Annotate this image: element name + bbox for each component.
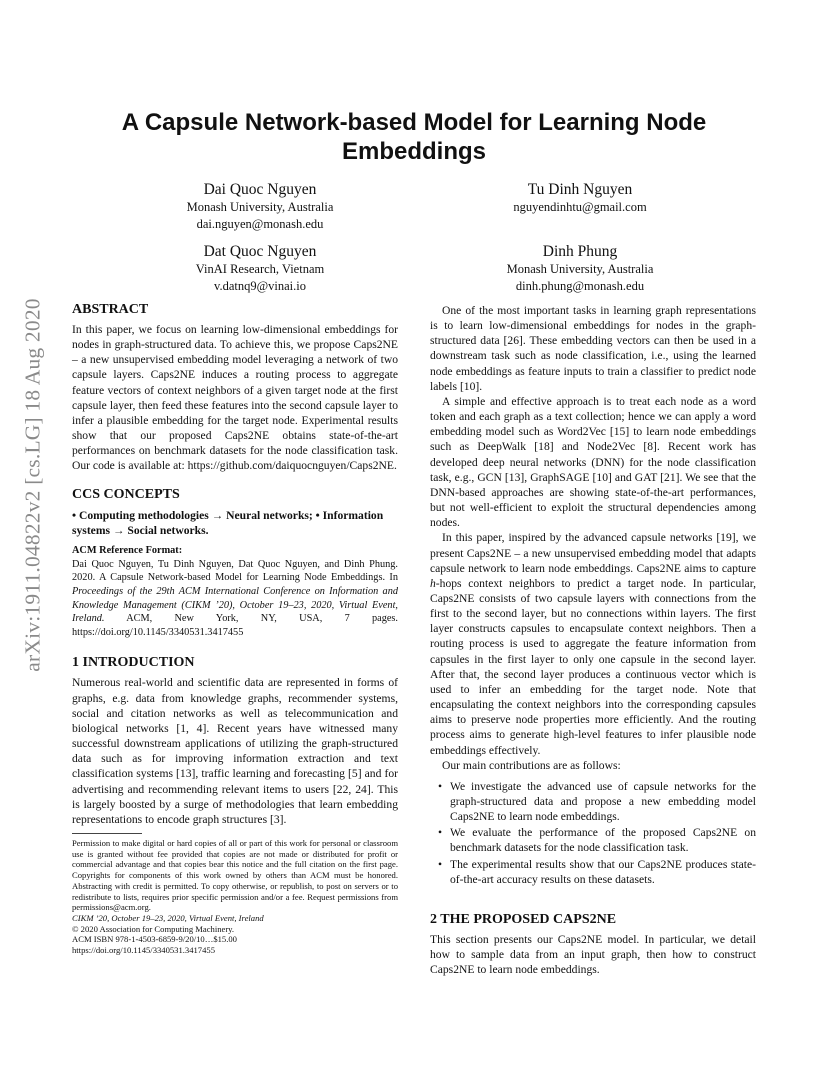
- p3-part-b: -hops context neighbors to predict a target node. In particular, Caps2NE consists of two capsule layers with connections from the first to the second layer, but no connections within layers. The first layer constructs capsules to encapsulate context neighbors. Then a routing process is used to aggregate the feature information from capsules in the first layer to only one capsule in the second layer. After that, the second layer produces a continuous vector which is used to infer an embedding for the target node. Note that encapsulating the context neighbors into the corresponding capsules aims to preserve node properties more efficiently. And the routing process aims to generate high-level features to infer plausible node embeddings effectively.: [430, 576, 756, 757]
- author-name: Dat Quoc Nguyen: [203, 243, 317, 260]
- author-name: Tu Dinh Nguyen: [527, 181, 633, 198]
- permission-text: Permission to make digital or hard copies of all or part of this work for personal or classroom use is granted without fee provided that copies are not made or distributed for profit or commercial advantage and that copies bear this notice and the full citation on the first page. Copyrights for components of this work owned by others than ACM must be honored. Abstracting with credit is permitted. To copy otherwise, or republish, to post on servers or to redistribute to lists, requires prior specific permission and/or a fee. Request permissions from permissions@acm.org.: [72, 838, 398, 913]
- paper-title: [100, 108, 728, 166]
- acm-ref-text: [72, 558, 398, 640]
- list-item: [430, 825, 756, 855]
- ccs-text: • Computing methodologies → Neural networks; • Information systems → Social networks.: [72, 508, 384, 537]
- list-item-text: We investigate the advanced use of capsule networks for the graph-structured data and propose a new embedding model Caps2NE to learn node embeddings.: [450, 779, 756, 824]
- copyright-line: © 2020 Association for Computing Machinery.: [72, 923, 235, 934]
- abstract-text: In this paper, we focus on learning low-dimensional embeddings for nodes in graph-structured data. To achieve this, we propose Caps2NE – a new unsupervised embedding model leveraging a network of two capsule layers. Caps2NE induces a routing process to aggregate feature vectors of context neighbors of a given target node at the first capsule layer, then feed these features into the second capsule layer to infer a plausible embedding for the target node. Experimental results show that our proposed Caps2NE obtains state-of-the-art performances on benchmark datasets for the node classification task. Our code is available at: https://github.com/daiquocnguyen/Caps2NE.: [72, 323, 398, 473]
- title-line-2: Embeddings: [341, 138, 486, 165]
- section2-heading: 2 THE PROPOSED CAPS2NE: [430, 911, 617, 927]
- bullet-icon: •: [438, 826, 443, 840]
- right-paragraph-4: Our main contributions are as follows:: [442, 758, 621, 772]
- right-paragraph-3: [430, 530, 756, 757]
- list-item-text: The experimental results show that our Caps2NE produces state-of-the-art accuracy results on these datasets.: [450, 857, 756, 886]
- arxiv-stamp-text: arXiv:1911.04822v2 [cs.LG] 18 Aug 2020: [20, 298, 45, 672]
- author-affiliation: Monash University, Australia: [506, 262, 654, 276]
- isbn-line: ACM ISBN 978-1-4503-6859-9/20/10…$15.00: [72, 934, 237, 945]
- bullet-icon: •: [438, 857, 443, 871]
- bullet-icon: •: [438, 779, 443, 793]
- abstract-heading: ABSTRACT: [72, 302, 149, 317]
- intro-heading: 1 INTRODUCTION: [72, 655, 195, 671]
- list-item-text: We evaluate the performance of the proposed Caps2NE on benchmark datasets for the node classification task.: [450, 826, 756, 855]
- acm-ref-heading: ACM Reference Format:: [72, 544, 183, 556]
- author-name: Dai Quoc Nguyen: [203, 181, 317, 198]
- contribution-list: [430, 779, 756, 887]
- author-name: Dinh Phung: [542, 243, 618, 260]
- author-email: dinh.phung@monash.edu: [515, 279, 645, 293]
- acm-ref-venue: Proceedings of the 29th ACM International Conference on Information and Knowledge Management (CIKM ’20), October 19–23, 2020, Virtual Event, Ireland.: [72, 586, 398, 625]
- author-block-3: [130, 242, 390, 295]
- right-column: [430, 303, 756, 977]
- p3-part-a: In this paper, inspired by the advanced capsule networks [19], we present Caps2NE – a new unsupervised embedding model that adapts capsule network to learn node embeddings. Caps2NE aims to capture: [430, 531, 756, 575]
- author-block-1: [130, 180, 390, 233]
- author-email: dai.nguyen@monash.edu: [196, 217, 324, 231]
- intro-text: Numerous real-world and scientific data are represented in forms of graphs, e.g. data from knowledge graphs, recommender systems, social and citation networks as well as telecommunication and biological networks [1, 4]. Recent years have witnessed many successful downstream applications of utilizing the graph-structured data such as for improving information extraction and text classification systems [13], traffic learning and forecasting [5] and for advertising and recommending relevant items to users [22, 24]. This is largely boosted by a surge of methodologies that learn embedding representations to encode graph structures [3].: [72, 676, 398, 826]
- acm-ref-authors: Dai Quoc Nguyen, Tu Dinh Nguyen, Dat Quoc Nguyen, and Dinh Phung. 2020. A Capsule Network-based Model for Learning Node Embeddings. In: [72, 558, 398, 584]
- author-affiliation: Monash University, Australia: [186, 200, 334, 214]
- arxiv-stamp: [10, 290, 56, 680]
- section2-text: This section presents our Caps2NE model. In particular, we detail how to sample data from an input graph, then how to construct Caps2NE to learn node embeddings.: [430, 932, 756, 977]
- doi-line: https://doi.org/10.1145/3340531.3417455: [72, 945, 215, 956]
- footnote: [72, 838, 398, 956]
- conference-line: CIKM ’20, October 19–23, 2020, Virtual Event, Ireland: [72, 912, 264, 923]
- acm-ref-tail: ACM, New York, NY, USA, 7 pages. https://doi.org/10.1145/3340531.3417455: [72, 613, 398, 638]
- author-block-2: [450, 180, 710, 216]
- right-paragraph-1: One of the most important tasks in learning graph representations is to learn low-dimensional embeddings for nodes in the graph-structured data [26]. These embedding vectors can then be used in a downstream task such as node classification, i.e., using the learned node embeddings as feature inputs to train a classifier to predict node labels [10].: [430, 304, 756, 393]
- ccs-heading: CCS CONCEPTS: [72, 486, 180, 502]
- footnote-rule: [72, 833, 142, 834]
- author-affiliation: VinAI Research, Vietnam: [195, 262, 325, 276]
- author-block-4: [450, 242, 710, 295]
- left-column: [72, 301, 398, 827]
- p3-h-var: h: [430, 576, 436, 590]
- author-email: v.datnq9@vinai.io: [214, 279, 306, 293]
- author-email: nguyendinhtu@gmail.com: [513, 200, 647, 214]
- list-item: [430, 857, 756, 887]
- title-line-1: A Capsule Network-based Model for Learning Node: [121, 109, 707, 136]
- list-item: [430, 779, 756, 824]
- right-paragraph-2: A simple and effective approach is to treat each node as a word token and each graph as a text collection; hence we can apply a word embedding model such as Word2Vec [15] to learn node embeddings such as DeepWalk [18] and Node2Vec [8]. Recent work has developed deep neural networks (DNN) for the node classification task, e.g., GCN [13], GraphSAGE [10] and GAT [21]. We see that the DNN-based approaches are showing state-of-the-art performances, but not well-efficient to exploit the structural dependencies among nodes.: [430, 394, 756, 530]
